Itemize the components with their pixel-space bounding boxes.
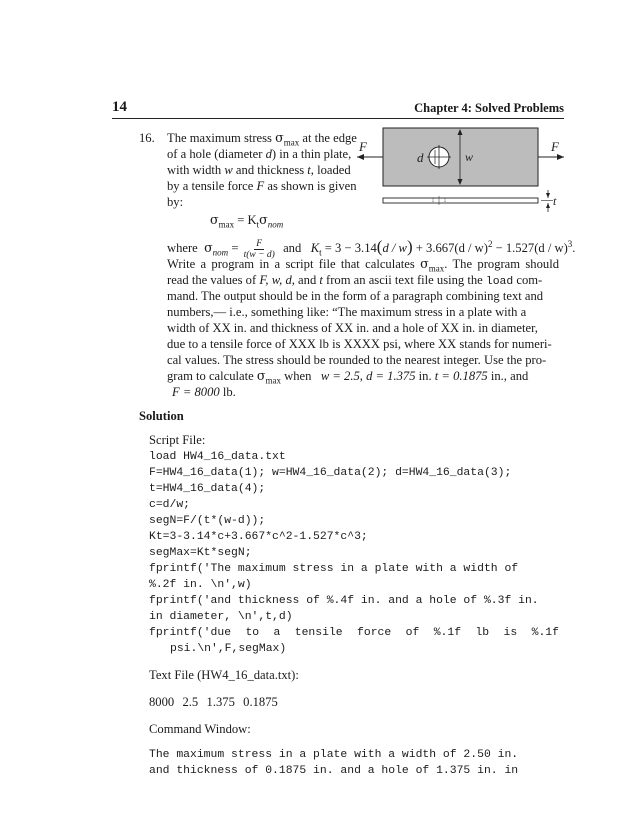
problem-intro-line-5: by: (167, 195, 184, 209)
problem-body-line-5: width of XX in. and thickness of XX in. and a hole of XX in. in diameter, (167, 321, 538, 335)
command-window-label: Command Window: (149, 722, 251, 736)
code-line: fprintf('The maximum stress in a plate with a width of (149, 563, 519, 575)
page-header (112, 98, 564, 119)
label-width: w (465, 150, 474, 164)
output-line: and thickness of 0.1875 in. and a hole of 1.375 in. in (149, 765, 519, 777)
code-line-justified: fprintf('due to a tensile force of %.1f lb is %.1f (149, 627, 559, 639)
code-line: c=d/w; (149, 499, 191, 511)
nominal-stress-and-kt-equation: where $\sigma_{nom}$ = $\frac{F}{t(w - d)}$ and $K_t = 3 - 3.14(d / w) + 3.667(d / w)^2 - 1.527(d / w)^3$. (167, 237, 576, 260)
plate-with-hole-figure (355, 126, 565, 220)
code-line: fprintf('and thickness of %.4f in. and a hole of %.3f in. (149, 595, 539, 607)
problem-body-line-6: due to a tensile force of XXX lb is XXXX psi, where XX stands for numeri- (167, 337, 552, 351)
force-arrow-left (357, 154, 364, 160)
code-line: segMax=Kt*segN; (149, 547, 252, 559)
plate-side-view (383, 198, 538, 203)
label-thickness: t (553, 194, 557, 208)
problem-intro-line-3: with width w and thickness t, loaded (167, 163, 351, 177)
problem-body-line-1: Write a program in a script file that calculates $\sigma_{max}$. The program should (167, 256, 559, 274)
problem-body-line-7: cal values. The stress should be rounded to the nearest integer. Use the pro- (167, 353, 547, 367)
thickness-arrow-top (546, 193, 550, 198)
output-line: The maximum stress in a plate with a width of 2.50 in. (149, 749, 519, 761)
nominal-stress-fraction: $\frac{F}{t(w - d)}$ (243, 238, 275, 260)
chapter-title: Chapter 4: Solved Problems (414, 101, 564, 115)
page-number: 14 (112, 99, 127, 115)
problem-body-line-2: read the values of F, w, d, and t from an ascii text file using the load com- (167, 273, 543, 288)
solution-heading: Solution (139, 409, 184, 423)
code-line: Kt=3-3.14*c+3.667*c^2-1.527*c^3; (149, 531, 368, 543)
label-force-left: F (359, 139, 367, 154)
problem-number: 16. (139, 131, 155, 145)
problem-body-line-8: gram to calculate $\sigma_{max}$ when w = 2.5, d = 1.375 in. t = 0.1875 in., and (167, 368, 529, 386)
problem-body-line-3: mand. The output should be in the form of a paragraph combining text and (167, 289, 544, 303)
data-file-contents: 8000 2.5 1.375 0.1875 (149, 695, 278, 709)
label-force-right: F (551, 139, 559, 154)
code-line: in diameter, \n',t,d) (149, 611, 293, 623)
code-line: %.2f in. \n',w) (149, 579, 252, 591)
problem-body-line-9: F = 8000 lb. (172, 385, 236, 399)
text-file-label: Text File (HW4_16_data.txt): (149, 668, 299, 682)
force-arrow-right (557, 154, 564, 160)
script-file-label: Script File: (149, 433, 206, 447)
thickness-arrow-bottom (546, 203, 550, 208)
code-line: load HW4_16_data.txt (149, 451, 286, 463)
code-line: t=HW4_16_data(4); (149, 483, 266, 495)
plate (383, 128, 538, 186)
label-diameter: d (417, 150, 424, 165)
problem-intro-line-1: The maximum stress $\sigma_{max}$ at the edge (167, 130, 357, 148)
code-line: segN=F/(t*(w-d)); (149, 515, 266, 527)
problem-intro-line-2: of a hole (diameter d) in a thin plate, (167, 147, 352, 161)
code-line: F=HW4_16_data(1); w=HW4_16_data(2); d=HW4_16_data(3); (149, 467, 512, 479)
code-line: psi.\n',F,segMax) (170, 643, 287, 655)
stress-equation: $\sigma_{max} = K_t\sigma_{nom}$ (210, 212, 284, 230)
problem-body-line-4: numbers,— i.e., something like: “The maximum stress in a plate with a (167, 305, 527, 319)
problem-intro-line-4: by a tensile force F as shown is given (167, 179, 357, 193)
